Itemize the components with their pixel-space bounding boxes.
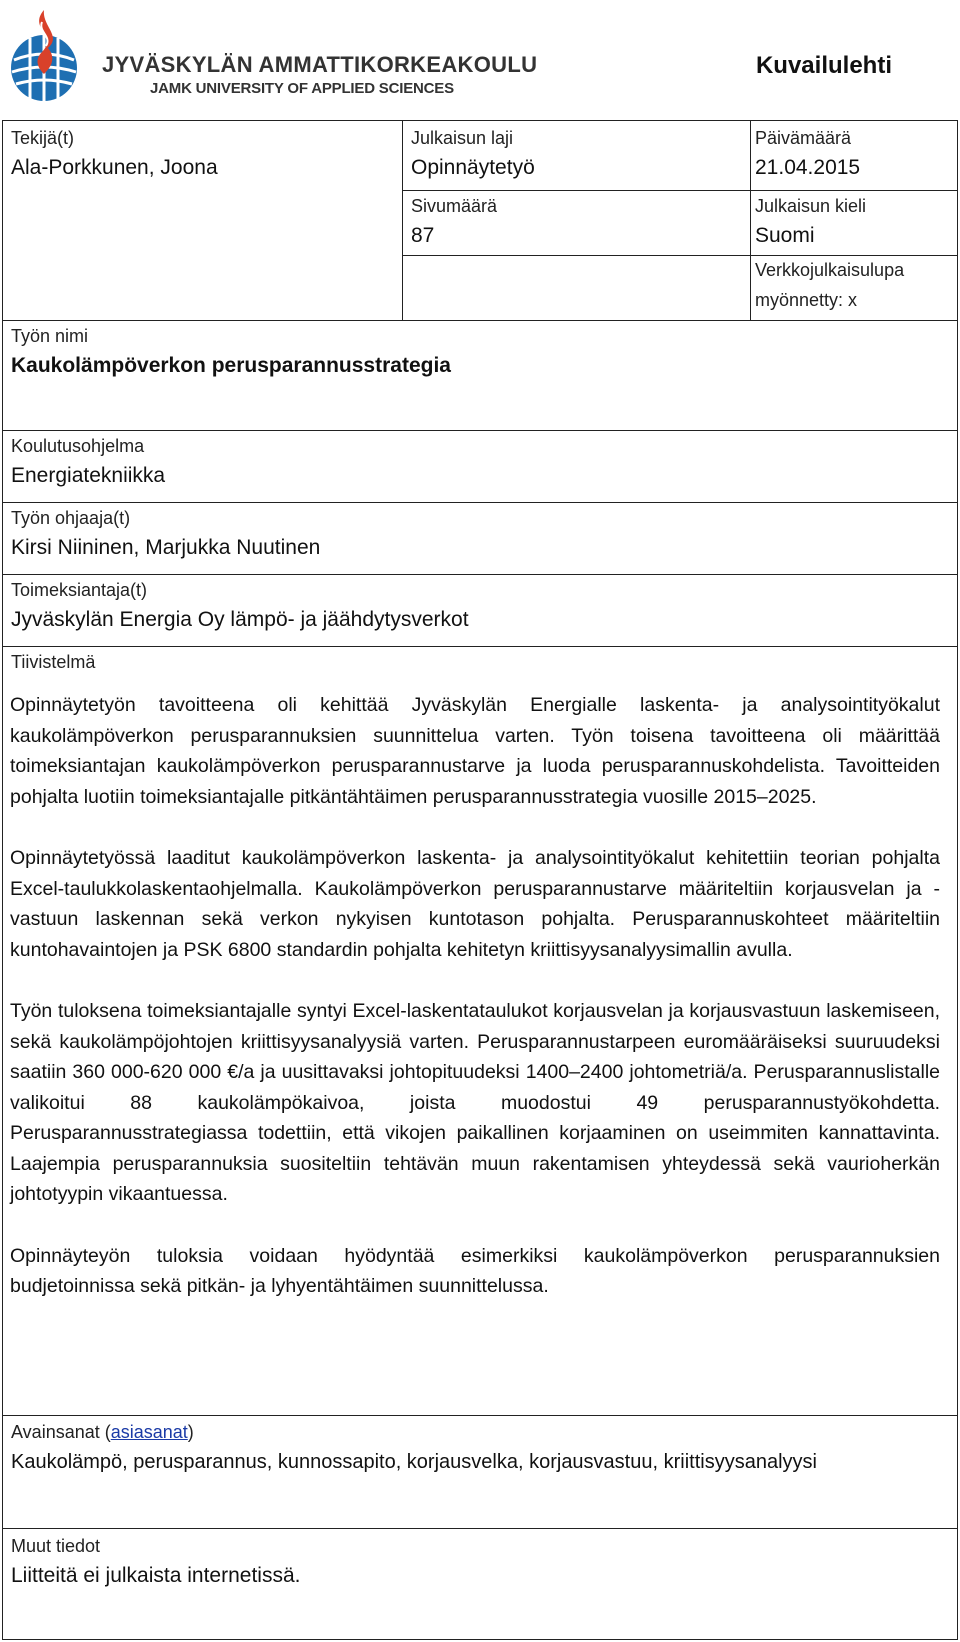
- publication-type-label: Julkaisun laji: [411, 128, 514, 148]
- language-value: Suomi: [755, 224, 815, 247]
- web-permit-label: Verkkojulkaisulupa: [755, 260, 905, 280]
- keywords-label: [11, 1422, 194, 1443]
- author-value: Ala-Porkkunen, Joona: [11, 156, 218, 179]
- date-value: 21.04.2015: [755, 156, 861, 179]
- divider: [402, 120, 403, 320]
- divider: [2, 646, 958, 647]
- other-info-label: Muut tiedot: [11, 1536, 101, 1556]
- page-count-label: Sivumäärä: [411, 196, 498, 216]
- date-label: Päivämäärä: [755, 128, 852, 148]
- divider: [2, 574, 958, 575]
- divider: [2, 1415, 958, 1416]
- logo-wordmark: JYVÄSKYLÄN AMMATTIKORKEAKOULU: [102, 52, 538, 77]
- keywords-link[interactable]: asiasanat: [110, 1422, 188, 1442]
- keywords-value: Kaukolämpö, perusparannus, kunnossapito, korjausvelka, korjausvastuu, kriittisyysanalyysi: [11, 1451, 817, 1473]
- keywords-label-text: Avainsanat (: [11, 1422, 111, 1442]
- abstract-paragraph: Opinnäyteyön tuloksia voidaan hyödyntää esimerkiksi kaukolämpöverkon perusparannuksien budjetoinnissa sekä pitkän- ja lyhyentähtäimen suunnittelussa.: [10, 1244, 940, 1297]
- commissioner-label: Toimeksiantaja(t): [11, 580, 148, 600]
- title-label: Työn nimi: [11, 326, 89, 346]
- logo-subtitle: JAMK UNIVERSITY OF APPLIED SCIENCES: [150, 80, 454, 97]
- jamk-logo: [8, 8, 538, 118]
- divider: [750, 120, 751, 320]
- program-label: Koulutusohjelma: [11, 436, 145, 456]
- keywords-label-close: ): [187, 1422, 194, 1442]
- divider: [2, 1528, 958, 1529]
- publication-type-value: Opinnäytetyö: [411, 156, 535, 179]
- divider: [2, 320, 958, 321]
- program-value: Energiatekniikka: [11, 464, 166, 487]
- language-label: Julkaisun kieli: [755, 196, 867, 216]
- other-info-value: Liitteitä ei julkaista internetissä.: [11, 1564, 301, 1587]
- web-permit-value: myönnetty: x: [755, 290, 858, 310]
- abstract-body: [10, 690, 940, 1333]
- divider: [2, 430, 958, 431]
- supervisors-value: Kirsi Niininen, Marjukka Nuutinen: [11, 536, 321, 559]
- divider: [402, 255, 958, 256]
- thesis-title: Kaukolämpöverkon perusparannusstrategia: [11, 354, 451, 377]
- abstract-paragraph: Opinnäytetyön tavoitteena oli kehittää Jyväskylän Energialle laskenta- ja analysointityökalut kaukolämpöverkon perusparannuksien suunnittelua varten. Työn toisena tavoitteena oli määrittää toimeksiantajan kaukolämpöverkon perusparannustarve ja luoda perusparannuskohdelista. Tavoitteiden pohjalta luotiin toimeksiantajalle pitkäntähtäimen perusparannusstrategia vuosille 2015–2025.: [10, 694, 940, 808]
- abstract-paragraph: Työn tuloksena toimeksiantajalle syntyi Excel-laskentataulukot korjausvelan ja korjausvastuun laskemiseen, sekä kaukolämpöjohtojen kriittisyysanalyysiä varten. Perusparannustarpeen euromääräiseksi suuruudeksi saatiin 360 000-620 000 €/a ja uusittavaksi johtopituudeksi 1400–2400 johtometriä/a. Perusparannuslistalle valikoitui 88 kaukolämpökaivoa, joista muodostui 49 perusparannustyökohdetta. Perusparannusstrategiassa todettiin, että vikojen paikallinen korjaaminen on useimmiten kannattavinta. Laajempia perusparannuksia suositeltiin tehtävän muun rakentamisen yhteydessä sekä vaurioherkän johtotyypin vikaantuessa.: [10, 1000, 940, 1205]
- abstract-label: Tiivistelmä: [11, 652, 96, 672]
- supervisors-label: Työn ohjaaja(t): [11, 508, 131, 528]
- abstract-paragraph: Opinnäytetyössä laaditut kaukolämpöverkon laskenta- ja analysointityökalut kehitettiin teorian pohjalta Excel-taulukkolaskentaohjelmalla. Kaukolämpöverkon perusparannustarve määriteltiin korjausvelan ja -vastuun laskennan sekä verkon nykyisen kuntotason pohjalta. Perusparannuskohteet määriteltiin kuntohavaintojen ja PSK 6800 standardin pohjalta kehitetyn kriittisyysanalyysimallin avulla.: [10, 847, 940, 961]
- divider: [402, 190, 958, 191]
- author-label: Tekijä(t): [11, 128, 75, 148]
- page-count-value: 87: [411, 224, 435, 247]
- commissioner-value: Jyväskylän Energia Oy lämpö- ja jäähdytysverkot: [11, 608, 469, 631]
- divider: [2, 502, 958, 503]
- document-type-title: Kuvailulehti: [755, 52, 892, 79]
